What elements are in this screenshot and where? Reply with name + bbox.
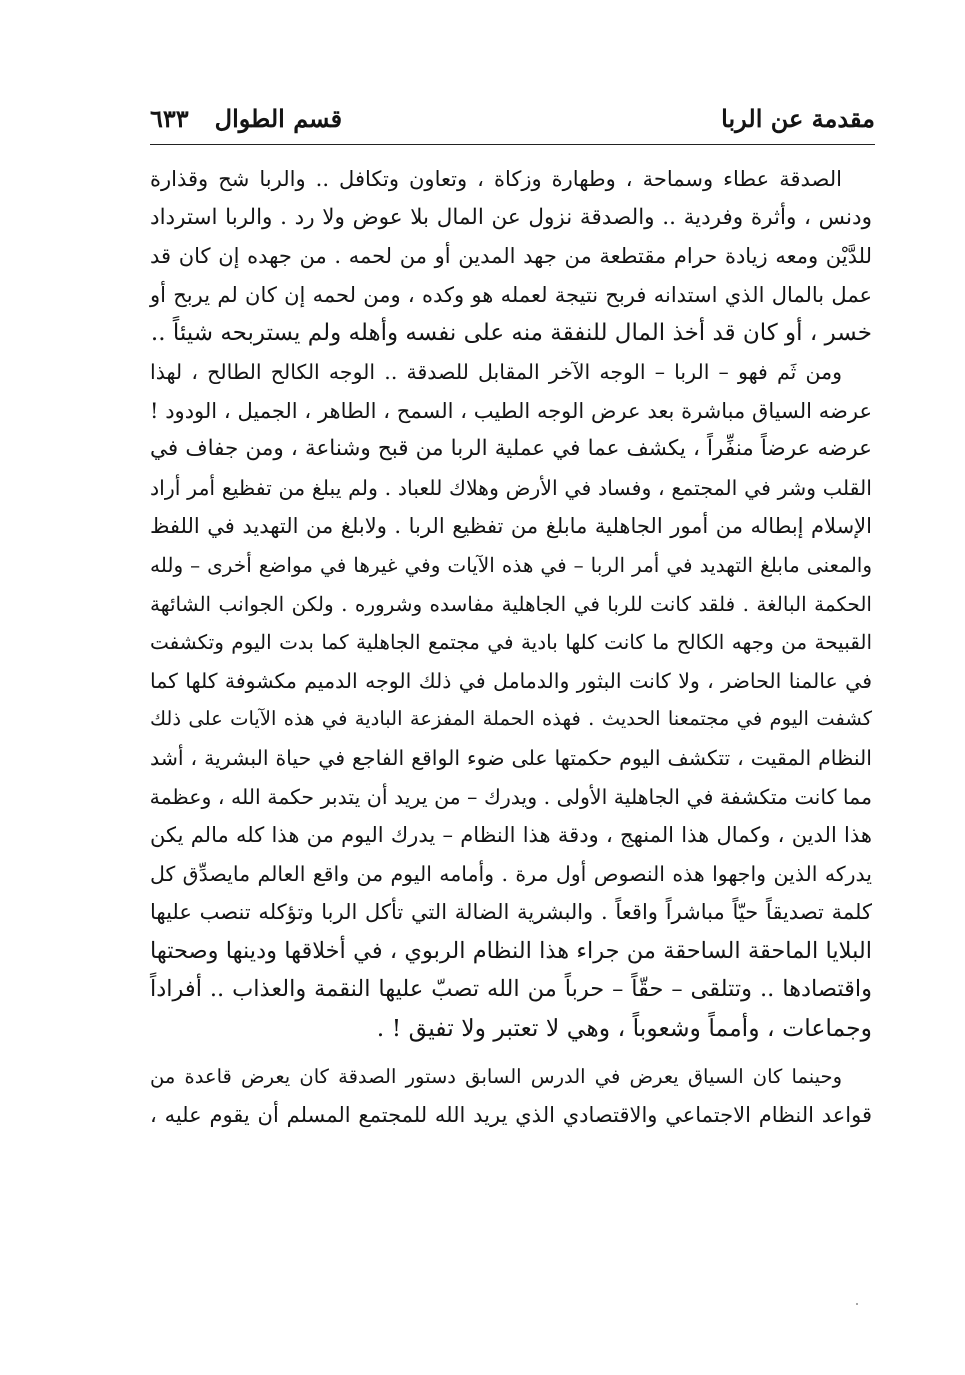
text-line: هذا الدين ، وكمال هذا المنهج ، ودقة هذا النظام – يدرك اليوم من هذا كله مالم يكن bbox=[150, 823, 872, 848]
page-number: ٦٣٣ bbox=[150, 104, 189, 133]
text-line: للدَّيْن ومعه زيادة حرام مقتطعة من جهد المدين أو من لحمه . من جهده إن كان قد bbox=[150, 244, 872, 269]
text-line: قواعد النظام الاجتماعي والاقتصادي الذي يريد الله للمجتمع المسلم أن يقوم عليه ، bbox=[150, 1103, 872, 1128]
text-line: القلب وشر في المجتمع ، وفساد في الأرض وهلاك للعباد . ولم يبلغ من تفظيع أمر أراد bbox=[150, 475, 872, 500]
text-line: الإسلام إبطاله من أمور الجاهلية مابلغ من تفظيع الربا . ولابلغ من التهديد في اللفظ bbox=[150, 514, 872, 539]
text-line: واقتصادها .. وتتلقى – حقّاً – حرباً من الله تصبّ عليها النقمة والعذاب .. أفراداً bbox=[150, 976, 872, 1003]
paper-speck bbox=[856, 1303, 858, 1305]
text-line: ومن ثَم فهو – الربا – الوجه الآخر المقابل للصدقة .. الوجه الكالح الطالح ، لهذا bbox=[150, 359, 842, 384]
text-line: كلمة تصديقاً حيّاً مباشراً واقعاً . والبشرية الضالة التي تأكل الربا وتؤكله تنصب عليها bbox=[150, 900, 872, 925]
text-line: كشفت اليوم في مجتمعنا الحديث . فهذه الحملة المفزعة البادية في هذه الآيات على ذلك bbox=[150, 707, 872, 731]
text-line: عمل بالمال الذي استدانه فربح نتيجة لعمله هو وكده ، ومن لحمه إن كان لم يربح أو bbox=[150, 282, 872, 307]
text-line: الصدقة عطاء وسماحة ، وطهارة وزكاة ، وتعاون وتكافل .. والربا شح وقذارة bbox=[150, 167, 842, 191]
text-line: يدركه الذين واجهوا هذه النصوص أول مرة . وأمامه اليوم من واقع العالم مايصدِّق كل bbox=[150, 861, 872, 886]
text-line: في عالمنا الحاضر ، ولا كانت البثور والدمامل في ذلك الوجه الدميم مكشوفة كلها كما bbox=[150, 668, 872, 693]
paragraph bbox=[150, 1058, 872, 1135]
paragraph bbox=[150, 160, 872, 353]
header-rule bbox=[150, 144, 875, 145]
text-line: القبيحة من وجهه الكالح ما كانت كلها بادية في مجتمع الجاهلية كما بدت اليوم وتكشفت bbox=[150, 630, 872, 655]
text-line: الحكمة البالغة . فلقد كانت للربا في الجاهلية مفاسده وشروره . ولكن الجوانب الشائهة bbox=[150, 591, 872, 616]
paragraph bbox=[150, 353, 872, 1048]
header-left-group bbox=[150, 104, 342, 133]
text-line: البلايا الماحقة الساحقة من جراء هذا النظام الربوي ، في أخلاقها ودينها وصحتها bbox=[150, 937, 872, 964]
text-line: ودنس ، وأثرة وفردية .. والصدقة نزول عن المال بلا عوض ولا رد . والربا استرداد bbox=[150, 204, 872, 230]
section-title: قسم الطوال bbox=[214, 104, 343, 133]
text-line: النظام المقيت ، تتكشف اليوم حكمتها على ضوء الواقع الفاجع في حياة البشرية ، أشد bbox=[150, 745, 872, 770]
running-header bbox=[150, 100, 875, 140]
page-body bbox=[150, 160, 872, 1135]
text-line: والمعنى مابلغ التهديد في أمر الربا – في هذه الآيات وفي غيرها في مواضع أخرى – ولله bbox=[150, 552, 872, 577]
text-line: عرضه عرضاً منفِّراً ، يكشف عما في عملية الربا من قبح وشناعة ، ومن جفاف في bbox=[150, 436, 872, 462]
text-line: وجماعات ، وأمماً وشعوباً ، وهي لا تعتبر ولا تفيق ! . bbox=[376, 1014, 872, 1043]
text-line: وحينما كان السياق يعرض في الدرس السابق دستور الصدقة كان يعرض قاعدة من bbox=[150, 1064, 842, 1088]
text-line: عرضه السياق مباشرة بعد عرض الوجه الطيب ، السمح ، الطاهر ، الجميل ، الودود ! bbox=[150, 398, 872, 423]
text-line: خسر ، أو كان قد أخذ المال للنفقة منه على نفسه وأهله ولم يستربحه شيئاً .. bbox=[150, 320, 872, 347]
running-title: مقدمة عن الربا bbox=[721, 104, 875, 133]
text-line: مما كانت متكشفة في الجاهلية الأولى . ويدرك – من يريد أن يتدبر حكمة الله ، وعظمة bbox=[149, 784, 872, 809]
